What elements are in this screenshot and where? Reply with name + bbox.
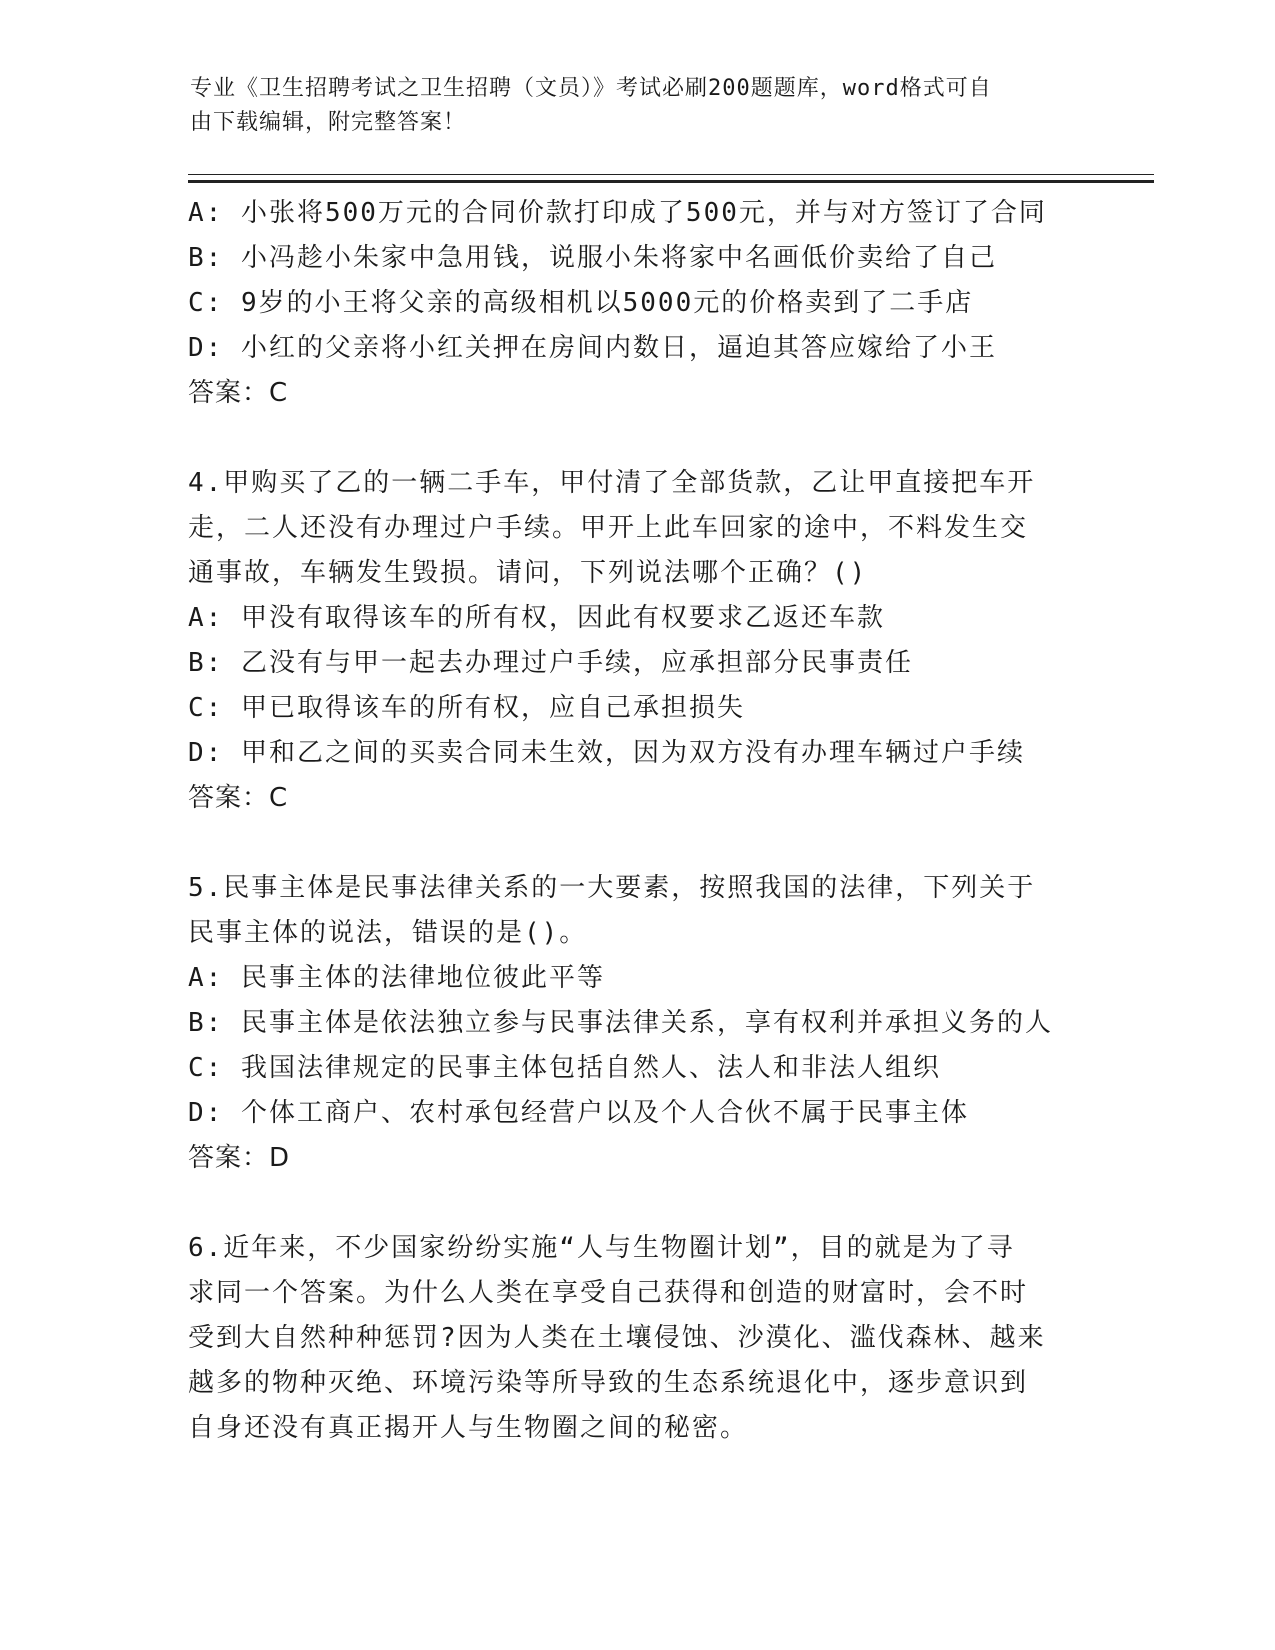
stem-line: 5.民事主体是民事法律关系的一大要素，按照我国的法律，下列关于 xyxy=(188,873,1036,903)
header-line-1: 专业《卫生招聘考试之卫生招聘（文员）》考试必刷200题题库，word格式可自 xyxy=(190,76,992,101)
stem-line: 求同一个答案。为什么人类在享受自己获得和创造的财富时，会不时 xyxy=(188,1278,1029,1308)
answer-line: 答案：C xyxy=(188,783,289,813)
option-b: B: 民事主体是依法独立参与民事法律关系，享有权利并承担义务的人 xyxy=(188,1008,1053,1038)
option-b: B: 小冯趁小朱家中急用钱，说服小朱将家中名画低价卖给了自己 xyxy=(188,243,997,273)
header-divider-thin xyxy=(188,174,1154,175)
spacer xyxy=(188,416,1088,461)
option-a: A: 小张将500万元的合同价款打印成了500元，并与对方签订了合同 xyxy=(188,198,1047,228)
option-c: C: 9岁的小王将父亲的高级相机以5000元的价格卖到了二手店 xyxy=(188,288,974,318)
spacer xyxy=(188,821,1088,866)
option-a: A: 民事主体的法律地位彼此平等 xyxy=(188,963,605,993)
document-header xyxy=(190,72,1070,140)
stem-line: 越多的物种灭绝、环境污染等所导致的生态系统退化中，逐步意识到 xyxy=(188,1368,1029,1398)
stem-line: 走，二人还没有办理过户手续。甲开上此车回家的途中，不料发生交 xyxy=(188,513,1029,543)
question-4 xyxy=(188,461,1088,821)
question-list xyxy=(188,191,1088,1451)
question-stem xyxy=(188,1226,1088,1451)
header-divider-thick xyxy=(188,180,1154,183)
stem-line: 自身还没有真正揭开人与生物圈之间的秘密。 xyxy=(188,1413,749,1443)
option-d: D: 甲和乙之间的买卖合同未生效，因为双方没有办理车辆过户手续 xyxy=(188,738,1025,768)
header-line-2: 由下载编辑，附完整答案！ xyxy=(190,110,467,135)
stem-line: 受到大自然种种惩罚?因为人类在土壤侵蚀、沙漠化、滥伐森林、越来 xyxy=(188,1323,1046,1353)
stem-line: 6.近年来，不少国家纷纷实施“人与生物圈计划”，目的就是为了寻 xyxy=(188,1233,1015,1263)
spacer xyxy=(188,1181,1088,1226)
question-5 xyxy=(188,866,1088,1181)
option-a: A: 甲没有取得该车的所有权，因此有权要求乙返还车款 xyxy=(188,603,885,633)
question-6 xyxy=(188,1226,1088,1451)
option-d: D: 小红的父亲将小红关押在房间内数日，逼迫其答应嫁给了小王 xyxy=(188,333,997,363)
question-stem xyxy=(188,461,1088,596)
option-c: C: 甲已取得该车的所有权，应自己承担损失 xyxy=(188,693,745,723)
question-stem xyxy=(188,866,1088,956)
answer-line: 答案：D xyxy=(188,1143,291,1173)
stem-line: 4.甲购买了乙的一辆二手车，甲付清了全部货款，乙让甲直接把车开 xyxy=(188,468,1036,498)
answer-line: 答案：C xyxy=(188,378,289,408)
option-c: C: 我国法律规定的民事主体包括自然人、法人和非法人组织 xyxy=(188,1053,941,1083)
stem-line: 通事故，车辆发生毁损。请问，下列说法哪个正确？() xyxy=(188,558,868,588)
option-d: D: 个体工商户、农村承包经营户以及个人合伙不属于民事主体 xyxy=(188,1098,969,1128)
question-3 xyxy=(188,191,1088,416)
option-b: B: 乙没有与甲一起去办理过户手续，应承担部分民事责任 xyxy=(188,648,913,678)
stem-line: 民事主体的说法，错误的是()。 xyxy=(188,918,588,948)
